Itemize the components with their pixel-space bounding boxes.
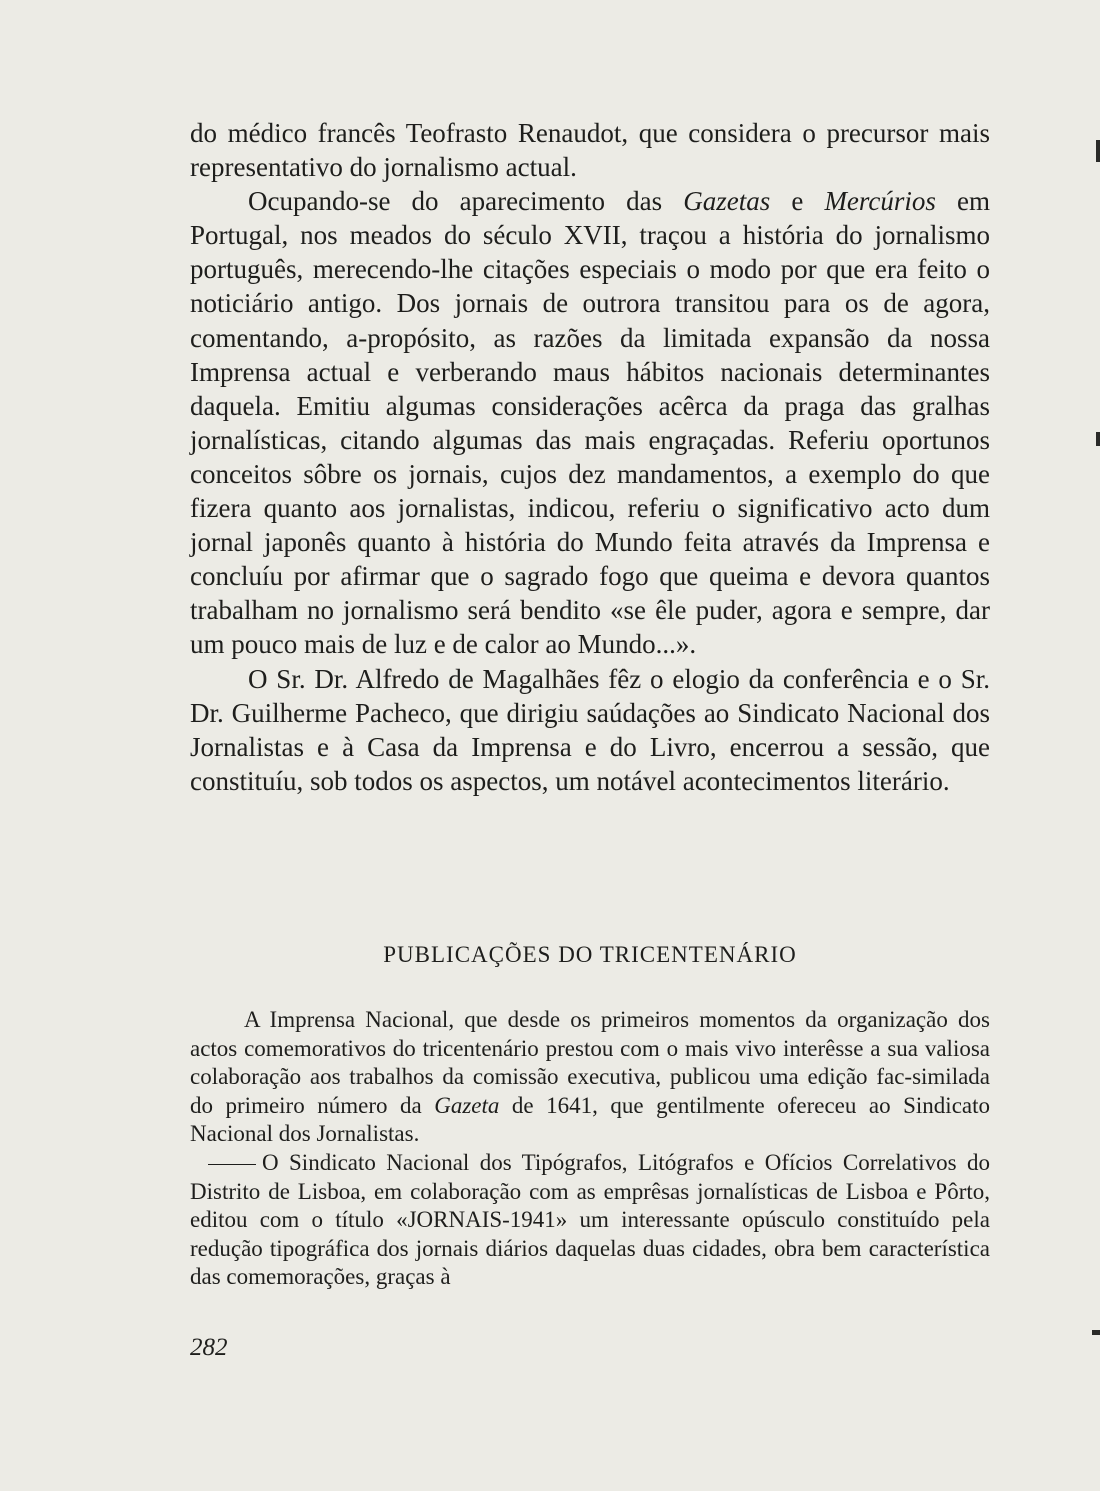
page-edge-mark [1096, 432, 1100, 446]
paragraph-gazetas [190, 184, 990, 661]
page-number: 282 [190, 1334, 228, 1361]
italic-term: Mercúrios [824, 186, 936, 217]
text-segment: Ocupando-se do aparecimento das [248, 186, 684, 217]
text-segment: de 1641, que gentilmente ofereceu ao Sindicato Nacional dos Jornalistas. [190, 1092, 990, 1147]
italic-term: Gazetas [683, 186, 771, 217]
italic-term: Gazeta [434, 1092, 500, 1118]
paragraph-magalhaes [190, 662, 990, 798]
em-dash-rule [208, 1164, 256, 1165]
section-heading: PUBLICAÇÕES DO TRICENTENÁRIO [383, 942, 797, 967]
text-segment: O Sr. Dr. Alfredo de Magalhães fêz o elogio da conferência e o Sr. Dr. Guilherme Pacheco, que dirigiu saúdações ao Sindicato Nacional dos Jornalistas e à Casa da Imprensa e do Livro, encerrou a sessão, que constituíu, sob todos os aspectos, um notável acontecimentos literário. [190, 663, 990, 796]
text-segment: do médico francês Teofrasto Renaudot, que considera o precursor mais representativo do jornalismo actual. [190, 118, 990, 183]
page-edge-mark [1096, 140, 1100, 162]
paragraph-continuation [190, 116, 990, 184]
text-segment: A Imprensa Nacional, que desde os primeiros momentos da organização dos actos comemorativos do tricentenário prestou com o mais vivo interêsse a sua valiosa colaboração aos trabalhos da comissão executiva, publicou uma edição fac-similada do primeiro número da [190, 1007, 990, 1118]
text-segment: e [770, 186, 825, 217]
text-segment: O Sindicato Nacional dos Tipógrafos, Litógrafos e Ofícios Correlativos do Distrito de Lisboa, em colaboração com as emprêsas jornalísticas de Lisboa e Pôrto, editou com o título «JORNAIS-1941» um interessante opúsculo constituído pela redução tipográfica dos jornais diários daquelas duas cidades, obra bem característica das comemorações, graças à [190, 1149, 990, 1290]
page-edge-mark [1092, 1330, 1100, 1335]
paragraph-imprensa-nacional [190, 1006, 990, 1149]
lower-text-block [190, 1006, 990, 1292]
text-segment: em Portugal, nos meados do século XVII, traçou a história do jornalismo português, merecendo-lhe citações especiais o modo por que era feito o noticiário antigo. Dos jornais de outrora transitou para os de agora, comentando, a-propósito, as razões da limitada expansão da nossa Imprensa actual e verberando maus hábitos nacionais determinantes daquela. Emitiu algumas considerações acêrca da praga das gralhas jornalísticas, citando algumas das mais engraçadas. Referiu oportunos conceitos sôbre os jornais, cujos dez mandamentos, a exemplo do que fizera quanto aos jornalistas, indicou, referiu o significativo acto dum jornal japonês quanto à história do Mundo feita através da Imprensa e concluíu por afirmar que o sagrado fogo que queima e devora quantos trabalham no jornalismo será bendito «se êle puder, agora e sempre, dar um pouco mais de luz e de calor ao Mundo...». [190, 186, 991, 660]
paragraph-sindicato-tipografos [190, 1149, 990, 1292]
upper-text-block [190, 116, 990, 798]
